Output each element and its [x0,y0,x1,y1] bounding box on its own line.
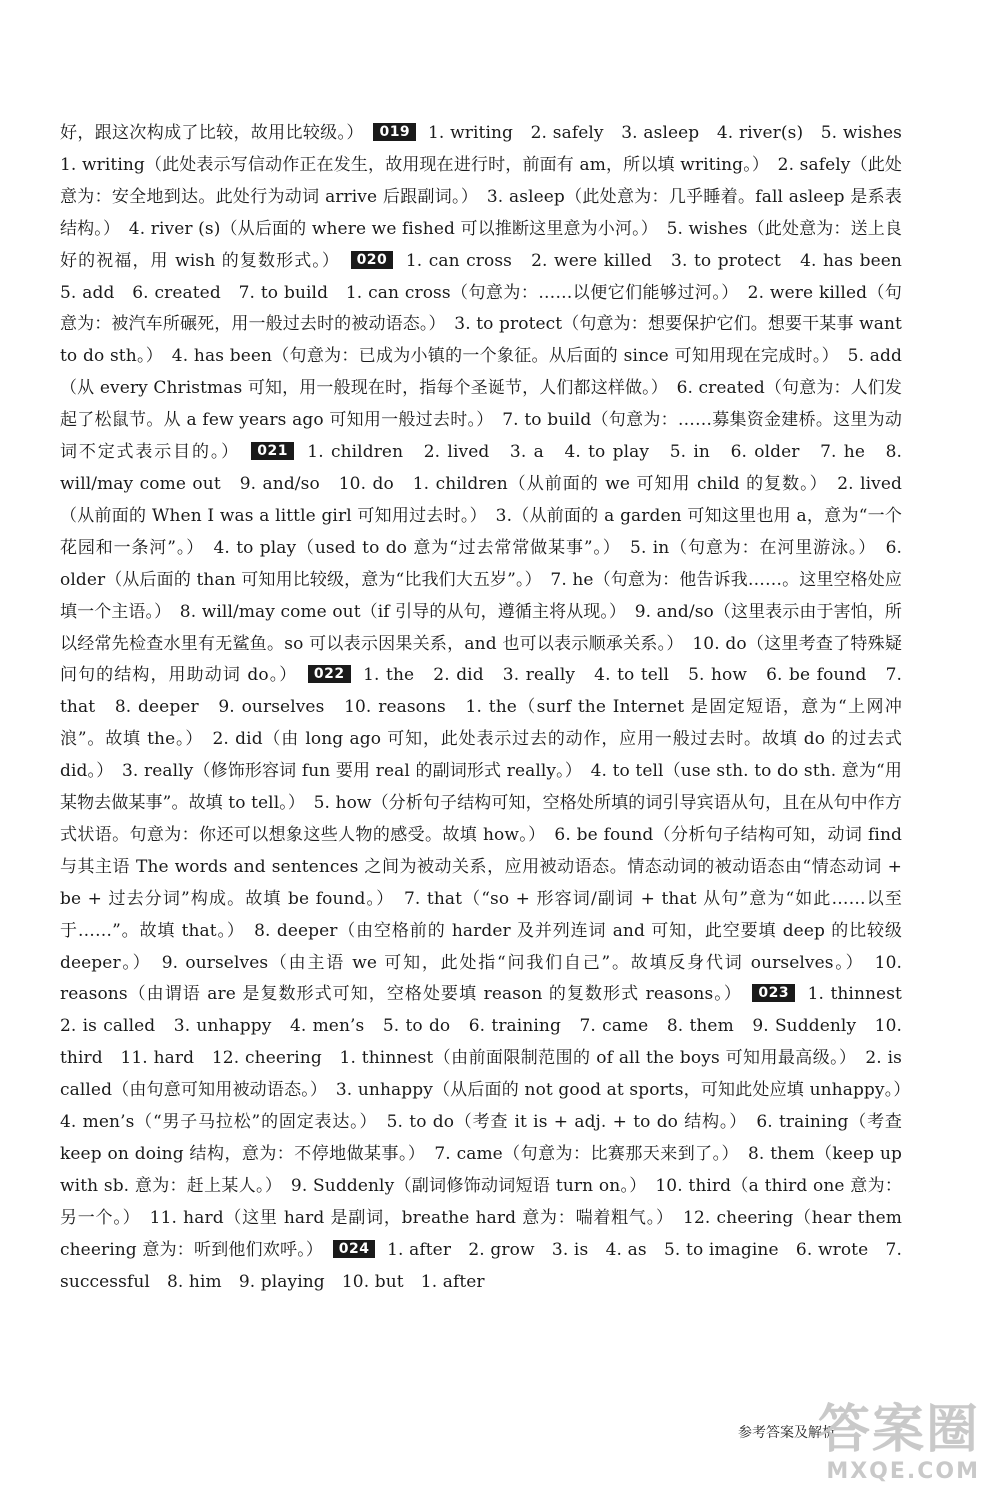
section-badge-019: 019 [373,123,416,141]
watermark-logo-text: 答案圈 [817,1400,980,1460]
answers-021: 1. children 2. lived 3. a 4. to play 5. in 6. older 7. he 8. will/may come out 9. and/so 10. do 1. children（从前面的 we 可知用 child 的复数。） 2. lived（从前面的 When I was a little girl 可知用过去时。） 3.（从前面的 a garden 可知这里也用 a，意为“一个花园和一条河”。） 4. to play（used to do 意为“过去常常做某事”。） 5. in（句意为：在河里游泳。） 6. older（从后面的 than 可知用比较级，意为“比我们大五岁”。） 7. he（句意为：他告诉我……。这里空格处应填一个主语。） 8. will/may come out（if 引导的从句，遵循主将从现。） 9. and/so（这里表示由于害怕，所以经常先检查水里有无鲨鱼。so 可以表示因果关系，and 也可以表示顺承关系。） 10. do（这里考查了特殊疑问句的结构，用助动词 do。） [60,442,903,686]
text-lead: 好，跟这次构成了比较，故用比较级。） [60,123,364,143]
answers-019: 1. writing 2. safely 3. asleep 4. river(s) 5. wishes 1. writing（此处表示写信动作正在发生，故用现在进行时，前面有 am，所以填 writing。） 2. safely（此处意为：安全地到达。此处行为动词 arrive 后跟副词。） 3. asleep（此处意为：几乎睡着。fall asleep 是系表结构。） 4. river (s)（从后面的 where we fished 可以推断这里意为小河。） 5. wishes（此处意为：送上良好的祝福，用 wish 的复数形式。） [60,123,920,271]
answers-023: 1. thinnest 2. is called 3. unhappy 4. men’s 5. to do 6. training 7. came 8. them 9. Suddenly 10. third 11. hard 12. cheering 1. thinnest（由前面限制范围的 of all the boys 可知用最高级。） 2. is called（由句意可知用被动语态。） 3. unhappy（从后面的 not good at sports，可知此处应填 unhappy。） 4. men’s（“男子马拉松”的固定表达。） 5. to do（考查 it is + adj. + to do 结构。） 6. training（考查 keep on doing 结构，意为：不停地做某事。） 7. came（句意为：比赛那天来到了。） 8. them（keep up with sb. 意为：赶上某人。） 9. Suddenly（副词修饰动词短语 turn on。） 10. third（a third one 意为：另一个。） 11. hard（这里 hard 是副词，breathe hard 意为：喘着粗气。） 12. cheering（hear them cheering 意为：听到他们欢呼。） [60,984,920,1260]
section-badge-023: 023 [752,984,795,1002]
section-badge-022: 022 [308,665,351,683]
watermark-logo [775,1400,980,1490]
answers-024: 1. after 2. grow 3. is 4. as 5. to imagine 6. wrote 7. successful 8. him 9. playing 10. but 1. after [60,1239,902,1292]
section-badge-020: 020 [351,251,394,269]
page-footer: 参考答案及解析 [738,1425,836,1441]
section-badge-021: 021 [251,442,294,460]
paragraph-019 [60,118,920,1299]
answers-022: 1. the 2. did 3. really 4. to tell 5. how 6. be found 7. that 8. deeper 9. ourselves 10. reasons 1. the（surf the Internet 是固定短语，意为“上网冲浪”。故填 the。） 2. did（由 long ago 可知，此处表示过去的动作，应用一般过去时。故填 do 的过去式 did。） 3. really（修饰形容词 fun 要用 real 的副词形式 really。） 4. to tell（use sth. to do sth. 意为“用某物去做某事”。故填 to tell。） 5. how（分析句子结构可知，空格处所填的词引导宾语从句，且在从句中作方式状语。句意为：你还可以想象这些人物的感受。故填 how。） 6. be found（分析句子结构可知，动词 find 与其主语 The words and sentences 之间为被动关系，应用被动语态。情态动词的被动语态由“情态动词 + be + 过去分词”构成。故填 be found。） 7. that（“so + 形容词/副词 + that 从句”意为“如此……以至于……”。故填 that。） 8. deeper（由空格前的 harder 及并列连词 and 可知，此空要填 deep 的比较级 deeper。） 9. ourselves（由主语 we 可知，此处指“问我们自己”。故填反身代词 ourselves。） 10. reasons（由谓语 are 是复数形式可知，空格处要填 reason 的复数形式 reasons。） [60,665,902,1005]
section-badge-024: 024 [333,1240,376,1258]
answers-020: 1. can cross 2. were killed 3. to protect 4. has been 5. add 6. created 7. to build 1. can cross（句意为：……以便它们能够过河。） 2. were killed（句意为：被汽车所碾死，用一般过去时的被动语态。） 3. to protect（句意为：想要保护它们。想要干某事 want to do sth。） 4. has been（句意为：已成为小镇的一个象征。从后面的 since 可知用现在完成时。） 5. add（从 every Christmas 可知，用一般现在时，指每个圣诞节，人们都这样做。） 6. created（句意为：人们发起了松鼠节。从 a few years ago 可知用一般过去时。） 7. to build（句意为：……募集资金建桥。这里为动词不定式表示目的。） [60,250,920,463]
answer-text-body [60,118,920,1299]
watermark-url: MXQE.COM [826,1459,980,1484]
